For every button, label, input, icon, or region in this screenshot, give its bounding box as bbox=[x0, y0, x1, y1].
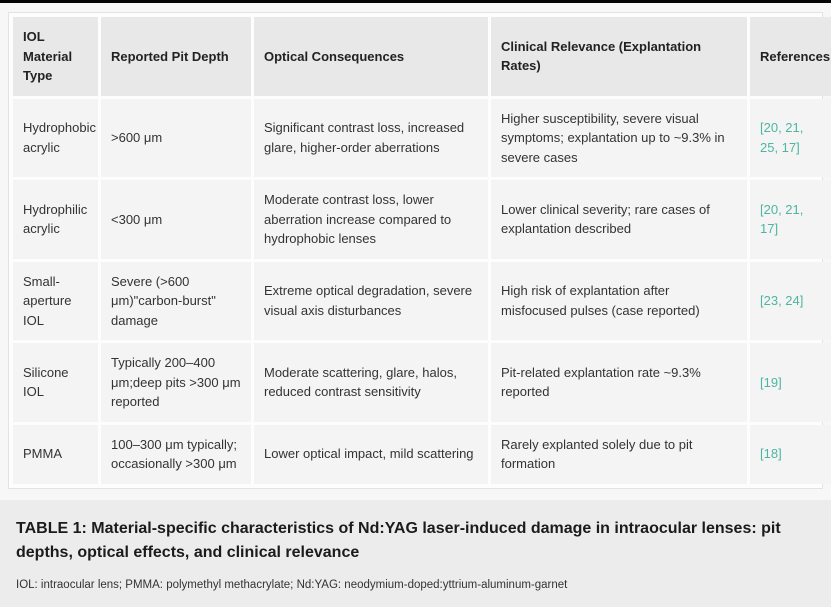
column-header: Clinical Relevance (Explantation Rates) bbox=[491, 17, 747, 96]
materials-table bbox=[10, 14, 831, 487]
reference-link[interactable]: [19] bbox=[760, 375, 782, 390]
reference-link[interactable]: [20, 21, 25, 17] bbox=[760, 120, 803, 155]
table-cell: Extreme optical degradation, severe visual axis disturbances bbox=[254, 262, 488, 341]
table-cell: 100–300 μm typically; occasionally >300 μm bbox=[101, 425, 251, 484]
table-cell: Hydrophobic acrylic bbox=[13, 99, 98, 178]
table-cell: Higher susceptibility, severe visual symptoms; explantation up to ~9.3% in severe cases bbox=[491, 99, 747, 178]
table-cell: Hydrophilic acrylic bbox=[13, 180, 98, 259]
references-cell bbox=[750, 262, 831, 341]
column-header: IOL Material Type bbox=[13, 17, 98, 96]
table-body bbox=[13, 99, 831, 484]
table-cell: PMMA bbox=[13, 425, 98, 484]
table-cell: Pit-related explantation rate ~9.3% reported bbox=[491, 343, 747, 422]
table-caption-title: TABLE 1: Material-specific characteristics of Nd:YAG laser-induced damage in intraocular lenses: pit depths, optical effects, and clinical relevance bbox=[16, 517, 815, 567]
reference-link[interactable]: [18] bbox=[760, 446, 782, 461]
table-cell: Small-aperture IOL bbox=[13, 262, 98, 341]
table-row bbox=[13, 180, 831, 259]
table-row bbox=[13, 262, 831, 341]
table-row bbox=[13, 99, 831, 178]
column-header: Optical Consequences bbox=[254, 17, 488, 96]
table-cell: Typically 200–400 μm;deep pits >300 μm reported bbox=[101, 343, 251, 422]
reference-link[interactable]: [23, 24] bbox=[760, 293, 803, 308]
table-cell: Moderate scattering, glare, halos, reduced contrast sensitivity bbox=[254, 343, 488, 422]
table-cell: Severe (>600 μm)"carbon-burst" damage bbox=[101, 262, 251, 341]
table-zone bbox=[0, 3, 831, 494]
table-cell: Lower clinical severity; rare cases of explantation described bbox=[491, 180, 747, 259]
table-cell: Lower optical impact, mild scattering bbox=[254, 425, 488, 484]
table-cell: Silicone IOL bbox=[13, 343, 98, 422]
references-cell bbox=[750, 425, 831, 484]
table-cell: <300 μm bbox=[101, 180, 251, 259]
table-header-row bbox=[13, 17, 831, 96]
table-cell: Moderate contrast loss, lower aberration increase compared to hydrophobic lenses bbox=[254, 180, 488, 259]
column-header: Reported Pit Depth bbox=[101, 17, 251, 96]
caption-zone bbox=[0, 500, 831, 607]
references-cell bbox=[750, 343, 831, 422]
reference-link[interactable]: [20, 21, 17] bbox=[760, 202, 803, 237]
references-cell bbox=[750, 99, 831, 178]
table-cell: Significant contrast loss, increased glare, higher-order aberrations bbox=[254, 99, 488, 178]
column-header: References bbox=[750, 17, 831, 96]
table-cell: High risk of explantation after misfocused pulses (case reported) bbox=[491, 262, 747, 341]
table-row bbox=[13, 425, 831, 484]
table-caption-footnote: IOL: intraocular lens; PMMA: polymethyl methacrylate; Nd:YAG: neodymium-doped:yttrium-aluminum-garnet bbox=[16, 577, 815, 593]
references-cell bbox=[750, 180, 831, 259]
table-container bbox=[8, 12, 823, 489]
table-row bbox=[13, 343, 831, 422]
table-cell: >600 μm bbox=[101, 99, 251, 178]
table-cell: Rarely explanted solely due to pit formation bbox=[491, 425, 747, 484]
